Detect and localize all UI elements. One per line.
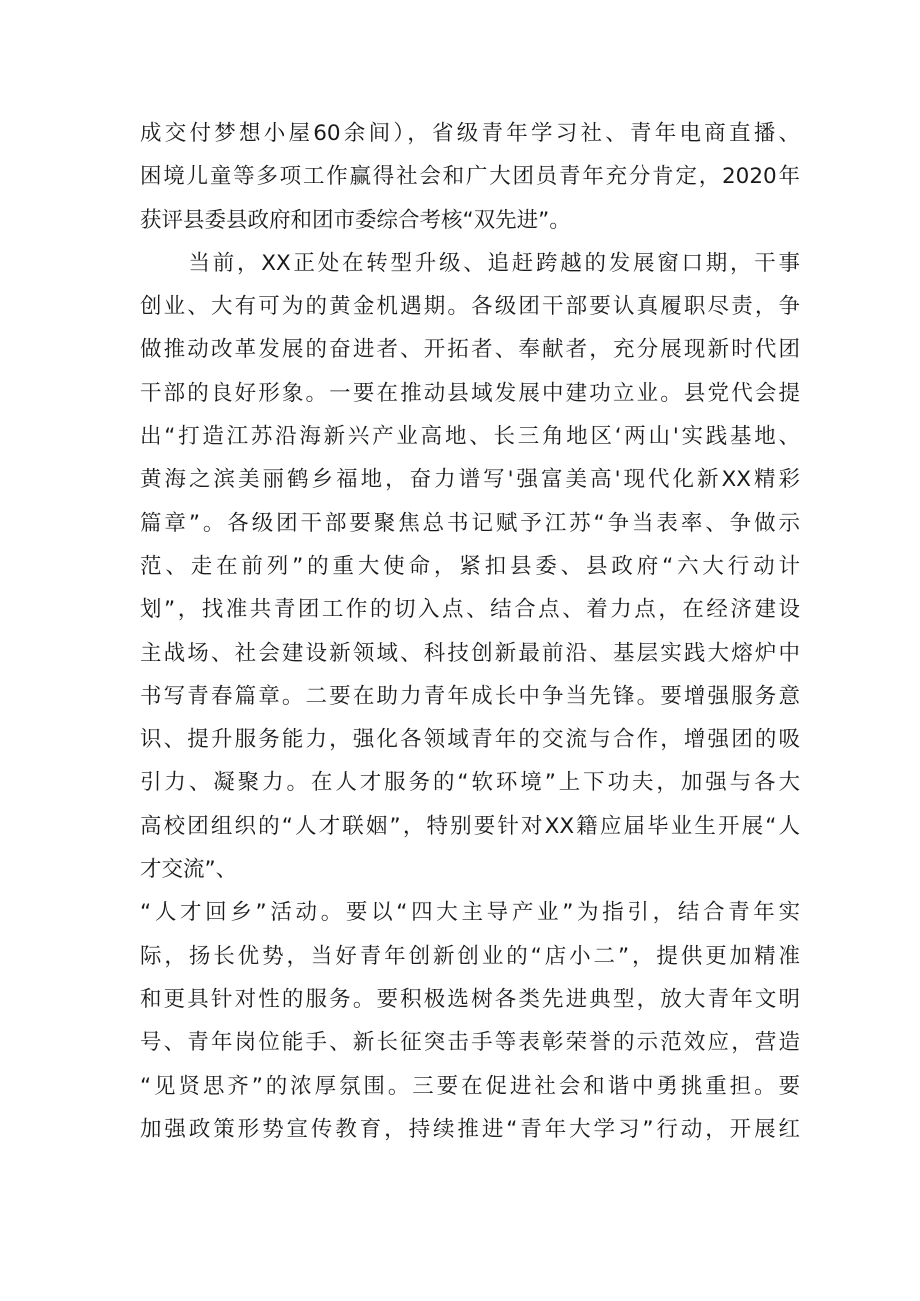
text-line-10: 篇章”。各级团干部要聚焦总书记赋予江苏“争当表率、争做示 [140, 510, 800, 536]
text-line-15: 识、提升服务能力，强化各领域青年的交流与合作，增强团的吸 [140, 727, 800, 753]
text-line-9: 黄海之滨美丽鹤乡福地，奋力谱写'强富美高'现代化新XX精彩 [140, 467, 800, 493]
text-line-22: 号、青年岗位能手、新长征突击手等表彰荣誉的示范效应，营造 [140, 1030, 800, 1056]
text-line-3: 获评县委县政府和团市委综合考核“双先进”。 [140, 207, 571, 233]
text-line-14: 书写青春篇章。二要在助力青年成长中争当先锋。要增强服务意 [140, 683, 800, 709]
text-line-21: 和更具针对性的服务。要积极选树各类先进典型，放大青年文明 [140, 986, 800, 1012]
text-line-1: 成交付梦想小屋60余间），省级青年学习社、青年电商直播、 [140, 121, 800, 146]
text-line-12: 划”，找准共青团工作的切入点、结合点、着力点，在经济建设 [140, 597, 800, 623]
text-line-13: 主战场、社会建设新领域、科技创新最前沿、基层实践大熔炉中 [140, 640, 800, 666]
text-line-7: 干部的良好形象。一要在推动县域发展中建功立业。县党代会提 [140, 380, 800, 406]
text-line-24: 加强政策形势宣传教育，持续推进“青年大学习”行动，开展红 [140, 1116, 800, 1142]
text-line-18: 才交流”、 [140, 857, 238, 883]
text-line-16: 引力、凝聚力。在人才服务的“软环境”上下功夫，加强与各大 [140, 770, 800, 796]
body-text [140, 112, 800, 1151]
text-line-17: 高校团组织的“人才联姻”，特别要针对XX籍应届毕业生开展“人 [140, 813, 800, 839]
text-line-23: “见贤思齐”的浓厚氛围。三要在促进社会和谐中勇挑重担。要 [140, 1073, 800, 1099]
text-line-19: “人才回乡”活动。要以“四大主导产业”为指引，结合青年实 [140, 900, 800, 926]
text-line-8: 出“打造江苏沿海新兴产业高地、长三角地区‘两山'实践基地、 [140, 424, 800, 450]
text-line-5: 创业、大有可为的黄金机遇期。各级团干部要认真履职尽责，争 [140, 294, 800, 320]
text-line-6: 做推动改革发展的奋进者、开拓者、奉献者，充分展现新时代团 [140, 337, 800, 363]
text-line-2: 困境儿童等多项工作赢得社会和广大团员青年充分肯定，2020年 [140, 164, 800, 190]
text-line-11: 范、走在前列”的重大使命，紧扣县委、县政府“六大行动计 [140, 553, 800, 579]
text-line-4: 当前，XX正处在转型升级、追赶跨越的发展窗口期，干事 [140, 250, 800, 276]
text-line-20: 际，扬长优势，当好青年创新创业的“店小二”，提供更加精准 [140, 943, 800, 969]
